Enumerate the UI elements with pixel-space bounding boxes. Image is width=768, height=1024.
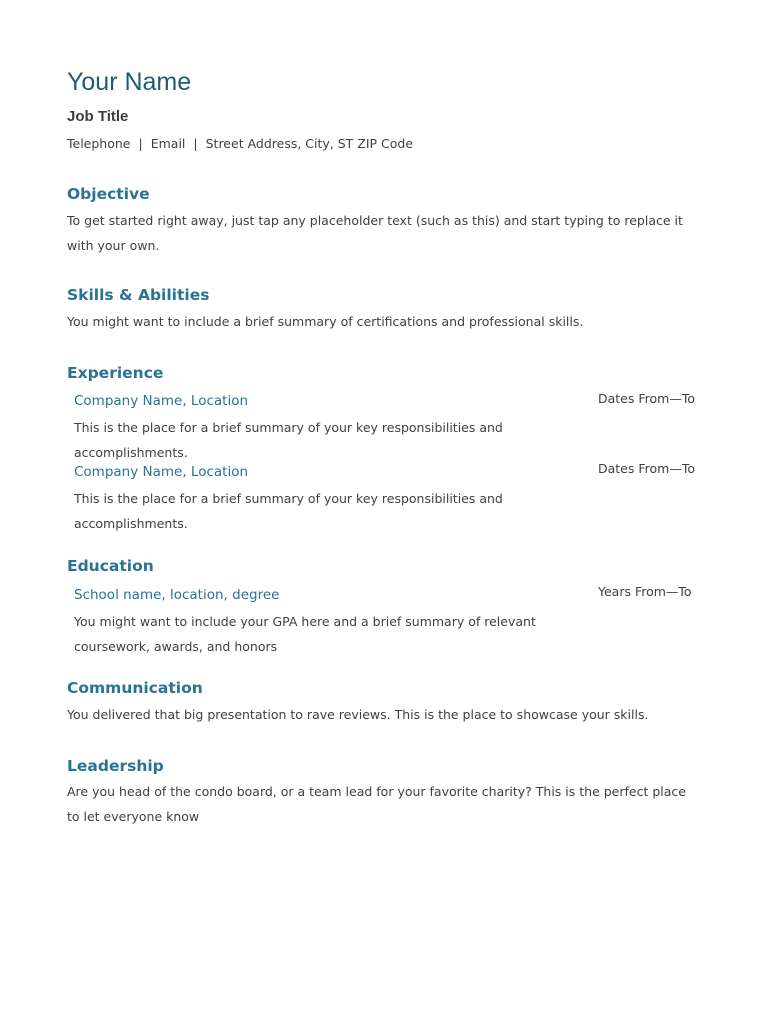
contact-line — [67, 136, 413, 151]
experience-dates[interactable]: Dates From—To — [598, 461, 695, 476]
objective-heading: Objective — [67, 185, 150, 203]
experience-description[interactable]: This is the place for a brief summary of your key responsibilities and accomplishments. — [74, 420, 503, 460]
experience-company[interactable]: Company Name, Location — [74, 393, 249, 409]
experience-heading: Experience — [67, 364, 164, 382]
communication-text[interactable]: You delivered that big presentation to rave reviews. This is the place to showcase your skills. — [67, 707, 649, 722]
experience-description[interactable]: This is the place for a brief summary of your key responsibilities and accomplishments. — [74, 491, 503, 531]
telephone-field[interactable]: Telephone — [67, 136, 131, 151]
address-field[interactable]: Street Address, City, ST ZIP Code — [205, 136, 414, 151]
objective-text[interactable]: To get started right away, just tap any placeholder text (such as this) and start typing to replace it with your own. — [67, 213, 683, 253]
education-dates[interactable]: Years From—To — [598, 584, 692, 599]
communication-heading: Communication — [67, 679, 203, 697]
leadership-heading: Leadership — [67, 757, 164, 775]
skills-heading: Skills & Abilities — [67, 286, 210, 304]
experience-company[interactable]: Company Name, Location — [74, 464, 249, 480]
leadership-text[interactable]: Are you head of the condo board, or a team lead for your favorite charity? This is the perfect place to let everyone know — [67, 784, 686, 824]
education-heading: Education — [67, 557, 154, 575]
education-description[interactable]: You might want to include your GPA here and a brief summary of relevant coursework, awards, and honors — [74, 614, 536, 654]
email-field[interactable]: Email — [150, 136, 186, 151]
contact-separator: | — [193, 136, 198, 151]
resume-name[interactable]: Your Name — [67, 68, 192, 96]
job-title[interactable]: Job Title — [67, 108, 129, 125]
skills-text[interactable]: You might want to include a brief summary of certifications and professional skills. — [67, 314, 584, 329]
contact-separator: | — [138, 136, 143, 151]
education-school[interactable]: School name, location, degree — [74, 587, 280, 603]
experience-dates[interactable]: Dates From—To — [598, 391, 695, 406]
